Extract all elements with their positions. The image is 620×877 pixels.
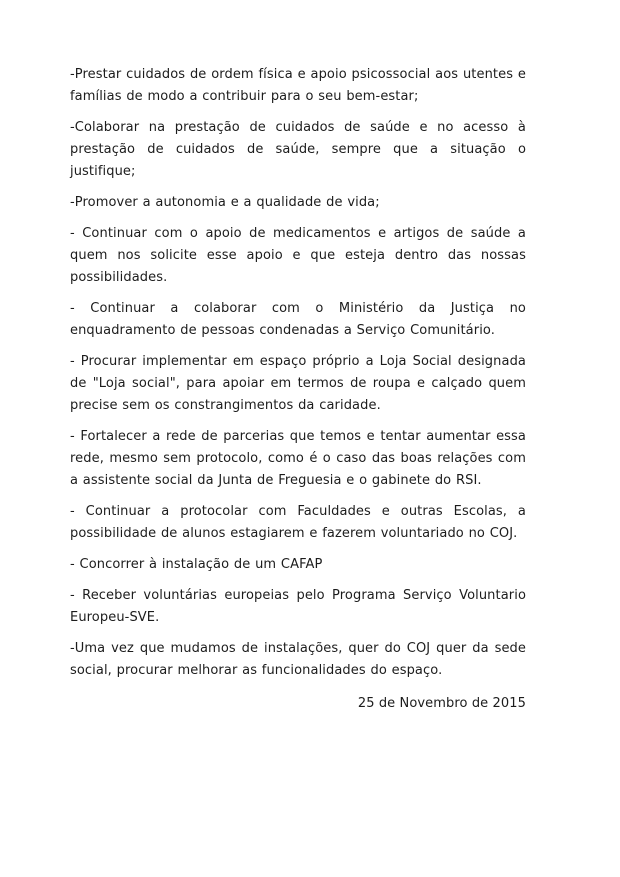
- paragraph: -Promover a autonomia e a qualidade de vida;: [70, 195, 380, 210]
- paragraph: - Continuar com o apoio de medicamentos e artigos de saúde a quem nos solicite esse apoio e que esteja dentro das nossas possibilidades.: [70, 226, 526, 285]
- paragraph: -Prestar cuidados de ordem física e apoio psicossocial aos utentes e famílias de modo a contribuir para o seu bem-estar;: [70, 67, 526, 104]
- paragraph: - Concorrer à instalação de um CAFAP: [70, 557, 323, 572]
- paragraph: - Continuar a protocolar com Faculdades e outras Escolas, a possibilidade de alunos estagiarem e fazerem voluntariado no COJ.: [70, 504, 526, 541]
- document-body: [70, 64, 526, 715]
- paragraph: -Uma vez que mudamos de instalações, quer do COJ quer da sede social, procurar melhorar as funcionalidades do espaço.: [70, 641, 526, 678]
- paragraph: - Procurar implementar em espaço próprio a Loja Social designada de "Loja social", para apoiar em termos de roupa e calçado quem precise sem os constrangimentos da caridade.: [70, 354, 526, 413]
- paragraph: - Fortalecer a rede de parcerias que temos e tentar aumentar essa rede, mesmo sem protocolo, como é o caso das boas relações com a assistente social da Junta de Freguesia e o gabinete do RSI.: [70, 429, 526, 488]
- paragraph: - Receber voluntárias europeias pelo Programa Serviço Voluntario Europeu-SVE.: [70, 588, 526, 625]
- paragraph: - Continuar a colaborar com o Ministério da Justiça no enquadramento de pessoas condenadas a Serviço Comunitário.: [70, 301, 526, 338]
- paragraph: -Colaborar na prestação de cuidados de saúde e no acesso à prestação de cuidados de saúde, sempre que a situação o justifique;: [70, 120, 526, 179]
- document-date: 25 de Novembro de 2015: [357, 696, 526, 711]
